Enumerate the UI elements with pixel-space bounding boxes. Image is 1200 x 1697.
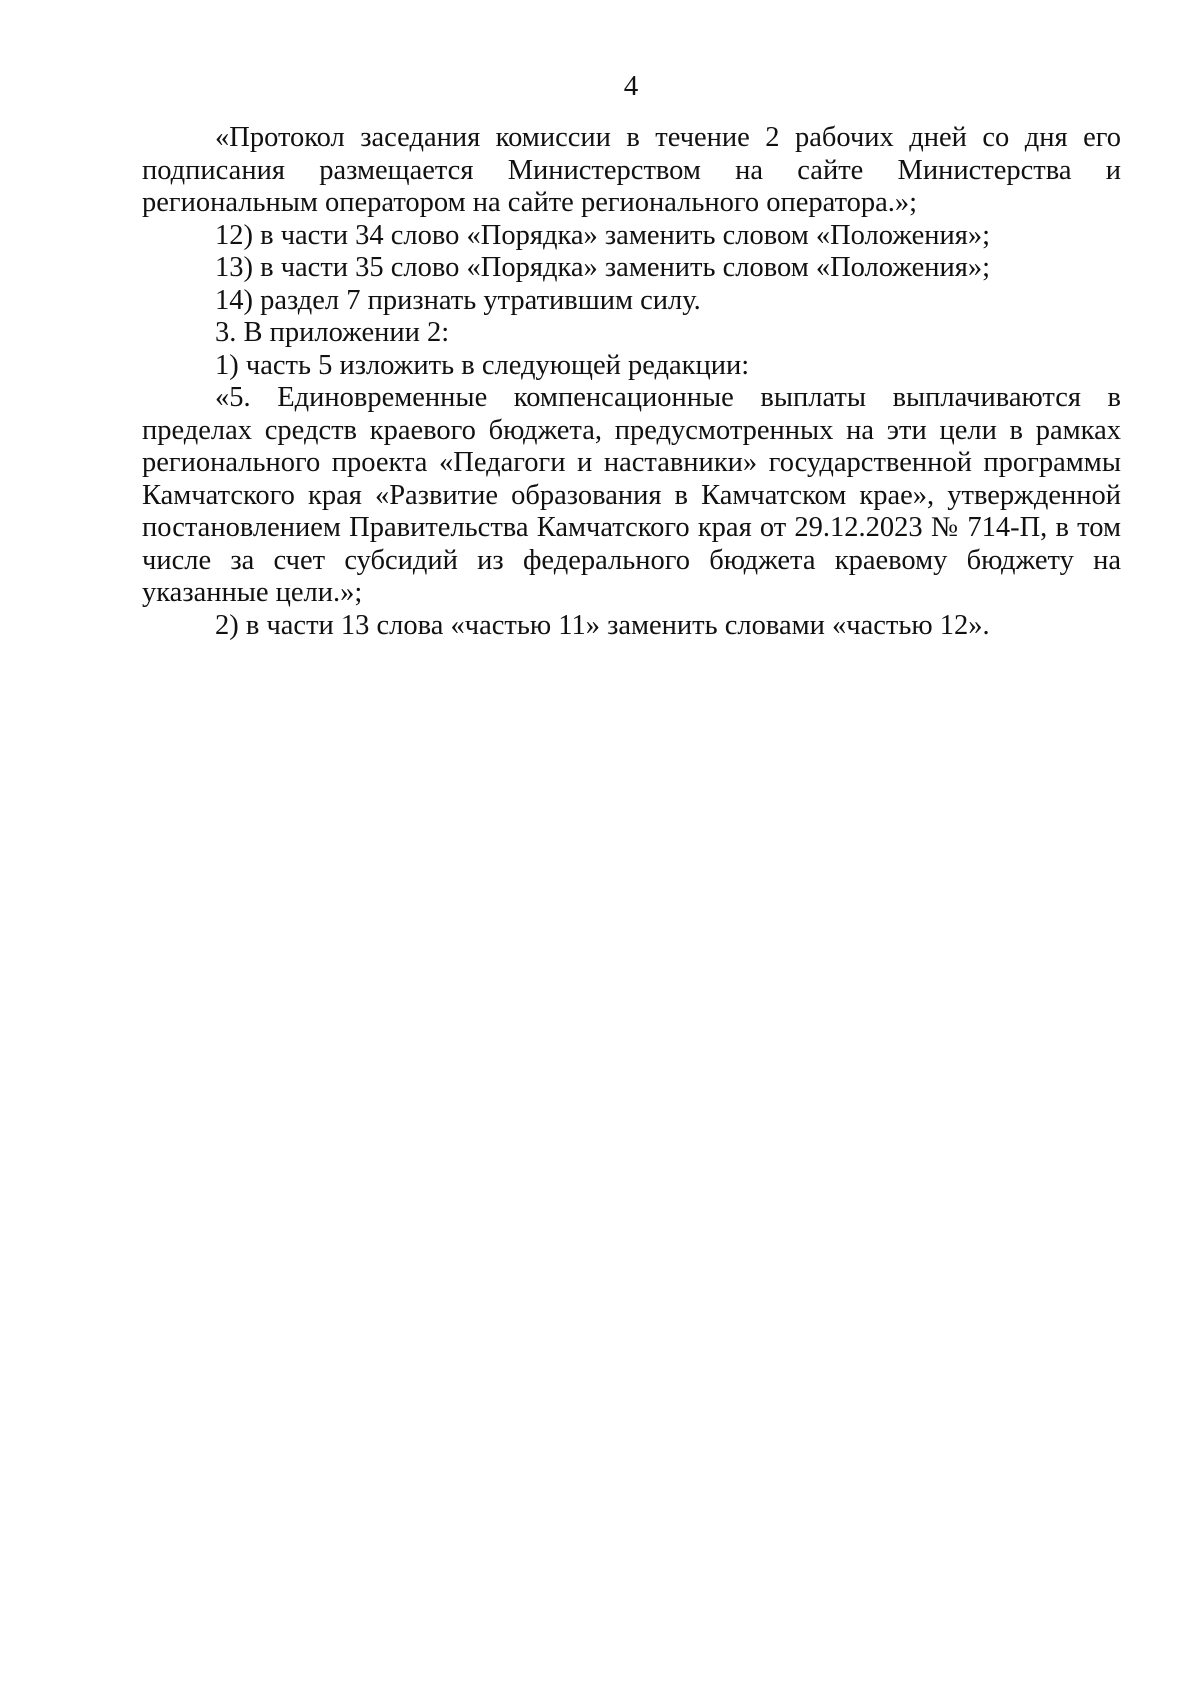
paragraph-part-5-text: «5. Единовременные компенсационные выплаты выплачиваются в пределах средств краевого бюджета, предусмотренных на эти цели в рамках регионального проекта «Педагоги и наставники» государственной программы Камчатского края «Развитие образования в Камчатском крае», утвержденной постановлением Правительства Камчатского края от 29.12.2023 № 714-П, в том числе за счет субсидий из федерального бюджета краевому бюджету на указанные цели.»; <box>142 382 1121 608</box>
paragraph-protocol: «Протокол заседания комиссии в течение 2 рабочих дней со дня его подписания размещается Министерством на сайте Министерства и региональным оператором на сайте регионального оператора.»; <box>142 122 1121 218</box>
paragraph-appendix-2: 3. В приложении 2: <box>215 317 450 348</box>
page-number: 4 <box>623 70 639 102</box>
paragraph-item-12: 12) в части 34 слово «Порядка» заменить словом «Положения»; <box>215 219 991 251</box>
document-body <box>142 122 1121 642</box>
paragraph-item-13: 13) в части 35 слово «Порядка» заменить словом «Положения»; <box>215 252 991 283</box>
paragraph-item-14: 14) раздел 7 признать утратившим силу. <box>215 284 701 316</box>
paragraph-appendix-2-item-2: 2) в части 13 слова «частью 11» заменить словами «частью 12». <box>215 609 990 641</box>
paragraph-appendix-2-item-1: 1) часть 5 изложить в следующей редакции: <box>215 349 750 381</box>
